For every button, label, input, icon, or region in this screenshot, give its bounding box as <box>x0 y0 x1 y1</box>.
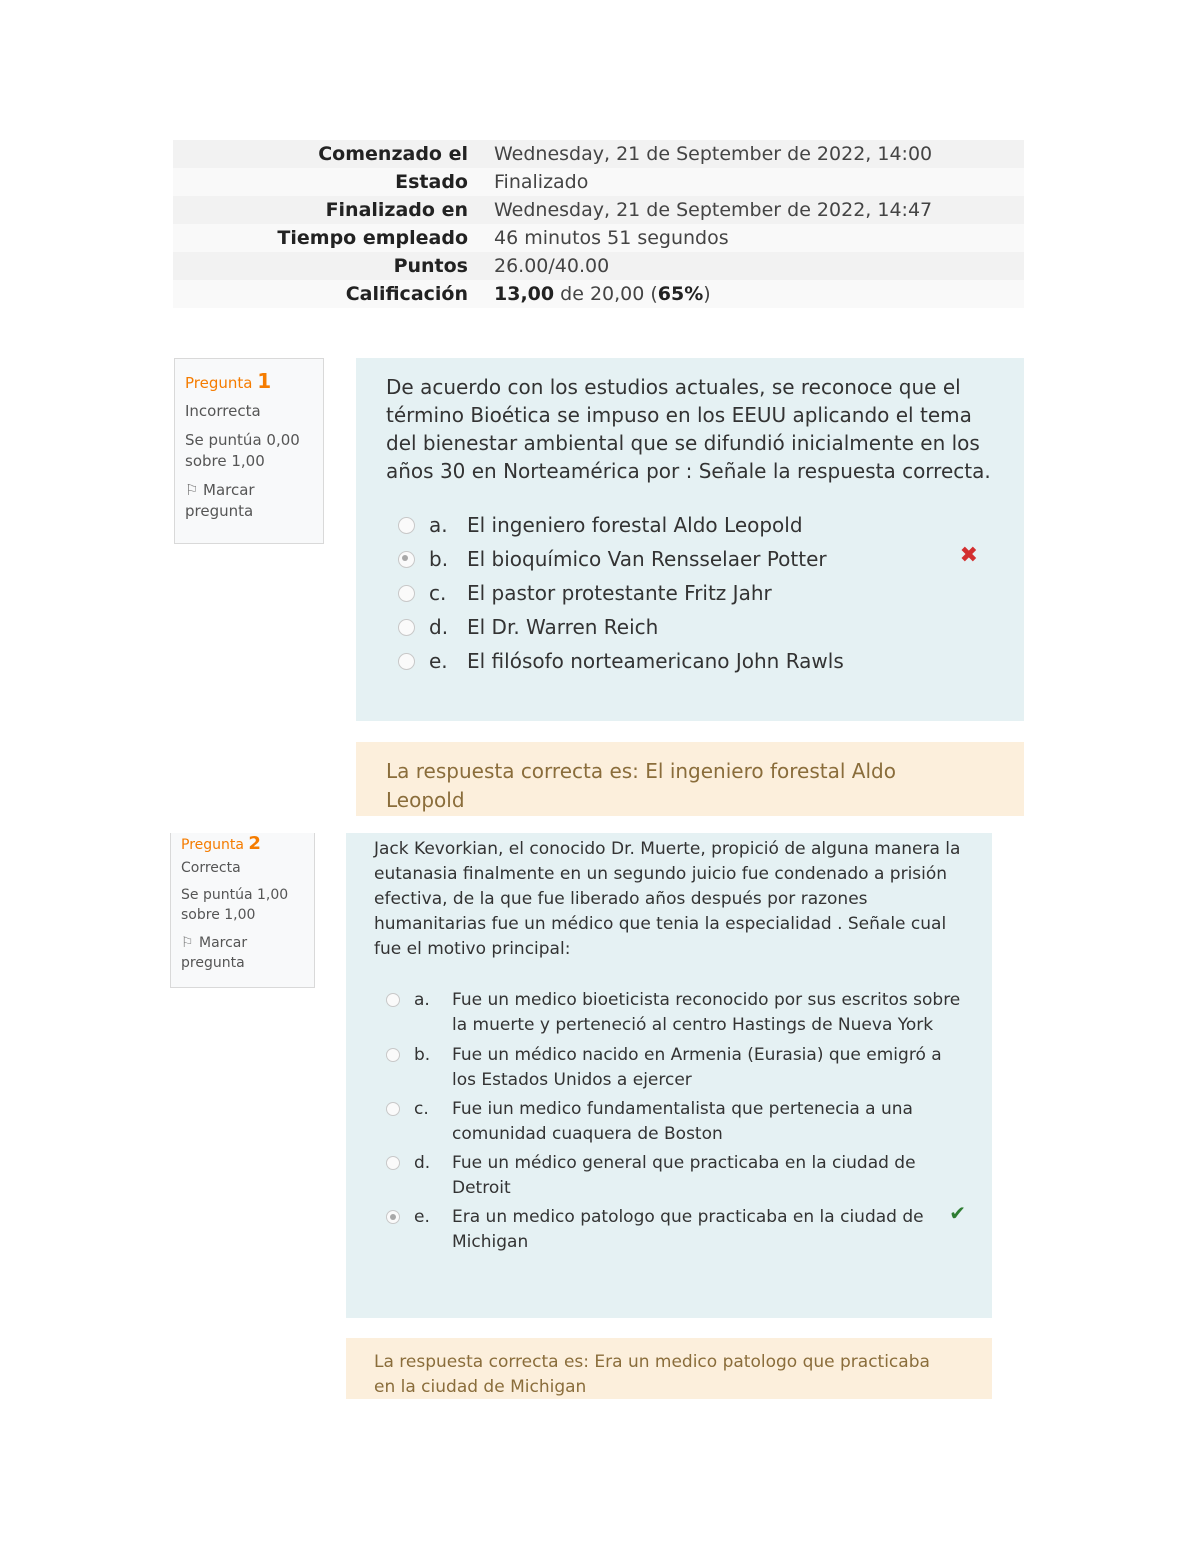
flag-icon: ⚐ <box>181 935 194 951</box>
answer-option[interactable] <box>374 1043 966 1093</box>
answer-list <box>374 988 966 1255</box>
question-text: Jack Kevorkian, el conocido Dr. Muerte, propició de alguna manera la eutanasia finalmente en un segundo juicio fue condenado a prisión efectiva, de la que fue liberado años después por razones humanitarias fue un médico que tenia la especialidad . Señale cual fue el motivo principal: <box>374 839 961 959</box>
answer-radio[interactable] <box>386 1210 400 1224</box>
question-state: Correcta <box>181 860 241 876</box>
answer-letter: d. <box>429 615 449 639</box>
question-number <box>185 369 313 393</box>
answer-letter: c. <box>429 581 447 605</box>
summary-row-grade <box>173 280 1024 308</box>
answer-text: Fue un médico nacido en Armenia (Eurasia) que emigró a los Estados Unidos a ejercer <box>452 1045 942 1090</box>
answer-radio[interactable] <box>386 1102 400 1116</box>
summary-value: Wednesday, 21 de September de 2022, 14:00 <box>480 140 1024 168</box>
answer-letter: b. <box>429 547 449 571</box>
answer-letter: a. <box>429 513 448 537</box>
answer-option[interactable] <box>374 1097 966 1147</box>
summary-label: Finalizado en <box>173 196 480 224</box>
answer-text: El filósofo norteamericano John Rawls <box>467 649 844 673</box>
attempt-summary-table <box>173 140 1024 308</box>
answer-letter: e. <box>414 1207 430 1227</box>
answer-radio[interactable] <box>398 619 415 636</box>
answer-text: El pastor protestante Fritz Jahr <box>467 581 772 605</box>
answer-option[interactable] <box>374 1201 966 1255</box>
answer-list <box>386 513 996 683</box>
answer-option[interactable] <box>386 581 996 615</box>
question-grade: Se puntúa 1,00 sobre 1,00 <box>181 887 289 923</box>
answer-radio[interactable] <box>398 585 415 602</box>
grade-end: ) <box>703 283 711 305</box>
answer-radio[interactable] <box>398 551 415 568</box>
answer-text: Era un medico patologo que practicaba en la ciudad de Michigan <box>452 1207 924 1252</box>
summary-label: Tiempo empleado <box>173 224 480 252</box>
answer-radio[interactable] <box>386 993 400 1007</box>
right-answer-text: La respuesta correcta es: Era un medico patologo que practicaba en la ciudad de Michigan <box>374 1352 930 1397</box>
summary-value: 26.00/40.00 <box>480 252 1024 280</box>
answer-option[interactable] <box>386 615 996 649</box>
answer-radio[interactable] <box>398 653 415 670</box>
answer-radio[interactable] <box>386 1156 400 1170</box>
incorrect-icon: ✖ <box>959 543 978 568</box>
answer-radio[interactable] <box>398 517 415 534</box>
summary-label: Puntos <box>173 252 480 280</box>
answer-letter: d. <box>414 1153 431 1173</box>
answer-text: Fue un medico bioeticista reconocido por sus escritos sobre la muerte y perteneció al centro Hastings de Nueva York <box>452 990 961 1035</box>
summary-row-time-taken <box>173 224 1024 252</box>
answer-letter: b. <box>414 1045 431 1065</box>
summary-row-state <box>173 168 1024 196</box>
question-text: De acuerdo con los estudios actuales, se reconoce que el término Bioética se impuso en los EEUU aplicando el tema del bienestar ambiental que se difundió inicialmente en los años 30 en Norteamérica por : Señale la respuesta correcta. <box>386 375 991 483</box>
flag-icon: ⚐ <box>185 481 199 499</box>
answer-option[interactable] <box>386 543 996 581</box>
summary-value: Wednesday, 21 de September de 2022, 14:47 <box>480 196 1024 224</box>
answer-option[interactable] <box>374 988 966 1038</box>
answer-option[interactable] <box>374 1151 966 1201</box>
question-1-feedback <box>356 742 1024 816</box>
grade-mid: de 20,00 ( <box>554 283 658 305</box>
question-grade: Se puntúa 0,00 sobre 1,00 <box>185 431 300 470</box>
flag-question-link[interactable] <box>185 480 313 522</box>
answer-text: El ingeniero forestal Aldo Leopold <box>467 513 803 537</box>
answer-radio[interactable] <box>386 1048 400 1062</box>
summary-row-started <box>173 140 1024 168</box>
answer-option[interactable] <box>386 649 996 683</box>
question-num: 1 <box>257 369 272 393</box>
summary-label: Calificación <box>173 280 480 308</box>
flag-label: Marcar pregunta <box>181 935 248 971</box>
summary-value <box>480 280 1024 308</box>
question-state: Incorrecta <box>185 402 261 420</box>
grade-score: 13,00 <box>494 283 555 305</box>
flag-label: Marcar pregunta <box>185 481 255 520</box>
answer-letter: c. <box>414 1099 429 1119</box>
answer-letter: a. <box>414 990 430 1010</box>
answer-option[interactable] <box>386 513 996 547</box>
question-2-info <box>170 833 315 988</box>
answer-text: Fue un médico general que practicaba en la ciudad de Detroit <box>452 1153 916 1198</box>
summary-row-points <box>173 252 1024 280</box>
answer-text: El Dr. Warren Reich <box>467 615 659 639</box>
summary-label: Comenzado el <box>173 140 480 168</box>
question-prefix: Pregunta <box>185 374 253 392</box>
summary-row-finished <box>173 196 1024 224</box>
correct-icon: ✔ <box>949 1201 966 1225</box>
question-prefix: Pregunta <box>181 837 244 853</box>
grade-percent: 65% <box>657 283 704 305</box>
answer-text: Fue iun medico fundamentalista que pertenecia a una comunidad cuaquera de Boston <box>452 1099 913 1144</box>
question-num: 2 <box>248 833 261 854</box>
question-2-formulation <box>346 833 992 1318</box>
question-1-formulation <box>356 358 1024 721</box>
summary-value: 46 minutos 51 segundos <box>480 224 1024 252</box>
question-2-feedback <box>346 1338 992 1399</box>
summary-value: Finalizado <box>480 168 1024 196</box>
question-1-info <box>174 358 324 544</box>
right-answer-text: La respuesta correcta es: El ingeniero forestal Aldo Leopold <box>386 759 896 812</box>
question-number <box>181 833 304 854</box>
answer-text: El bioquímico Van Rensselaer Potter <box>467 547 827 571</box>
flag-question-link[interactable] <box>181 933 304 973</box>
answer-letter: e. <box>429 649 448 673</box>
summary-label: Estado <box>173 168 480 196</box>
